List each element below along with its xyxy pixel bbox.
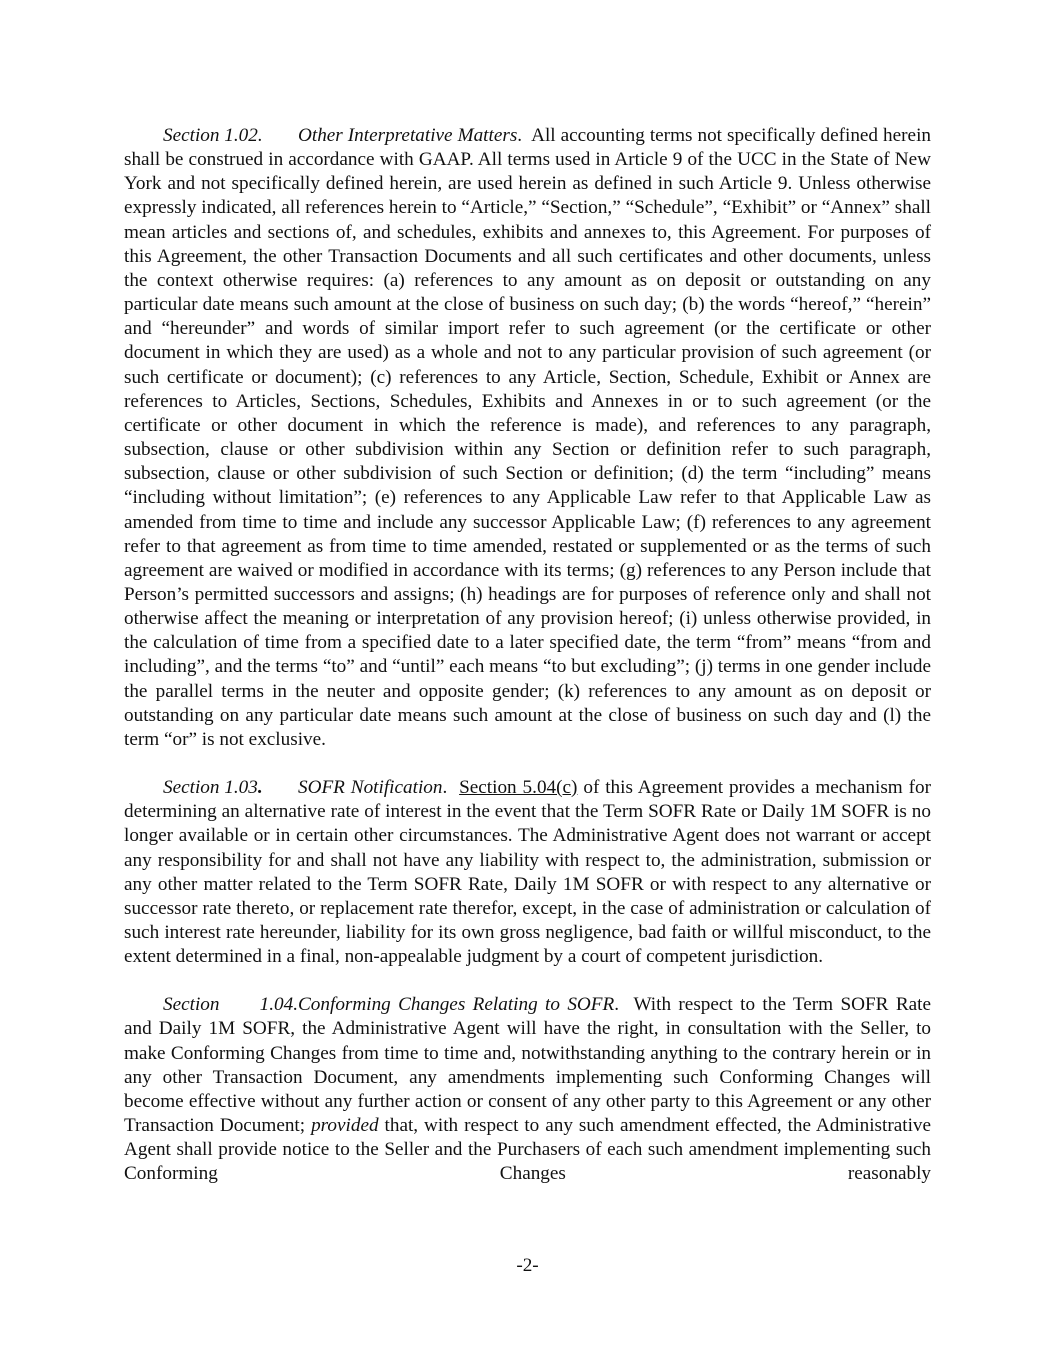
section-title-punct: . — [517, 125, 523, 146]
section-number — [163, 776, 298, 800]
section-number: Section 1.04. — [163, 994, 298, 1016]
section-body-before: With respect to the Term SOFR Rate and Daily 1M SOFR, the Administrative Agent will have the right, in consultation with the Seller, to make Conforming Changes from time to time and, notwithstanding anything to the contrary herein or in any other Transaction Document, any amendments implementing such Conforming Changes will become effective without any further action or consent of any other party to this Agreement or any other Transaction Document; — [124, 994, 931, 1137]
section-1-03-paragraph — [124, 776, 931, 969]
provided-term: provided — [311, 1115, 379, 1137]
section-title-punct: . — [442, 777, 448, 799]
section-title: SOFR Notification — [298, 777, 443, 799]
section-title-punct: . — [614, 994, 620, 1016]
section-title: Other Interpretative Matters — [298, 125, 518, 146]
section-cross-reference-link[interactable]: Section 5.04(c) — [459, 777, 578, 799]
section-number: Section 1.02. — [163, 125, 263, 146]
section-1-04-paragraph — [124, 993, 931, 1186]
section-body: of this Agreement provides a mechanism for determining an alternative rate of interest in the event that the Term SOFR Rate or Daily 1M SOFR is no longer available or in certain other circumstances. The Administrative Agent does not warrant or accept any responsibility for and shall not have any liability with respect to, the administration, submission or any other matter related to the Term SOFR Rate, Daily 1M SOFR or with respect to any alternative or successor rate thereto, or replacement rate therefor, except, in the case of administration or calculation of such interest rate hereunder, liability for its own gross negligence, bad faith or willful misconduct, to the extent determined in a final, non-appealable judgment by a court of competent jurisdiction. — [124, 777, 932, 968]
section-number-dot: . — [257, 777, 263, 799]
section-body-after: that, with respect to any such amendment effected, the Administrative Agent shall provide notice to the Seller and the Purchasers of each such amendment implementing such Conforming Changes reasonably — [124, 1115, 932, 1185]
page-number: -2- — [516, 1255, 539, 1276]
section-title: Conforming Changes Relating to SOFR — [298, 994, 615, 1016]
section-number-main: Section 1.03 — [163, 777, 258, 799]
section-body: All accounting terms not specifically defined herein shall be construed in accordance with GAAP. All terms used in Article 9 of the UCC in the State of New York and not specifically defined herein, are used herein as defined in such Article 9. Unless otherwise expressly indicated, all references herein to “Article,” “Section,” “Schedule”, “Exhibit” or “Annex” shall mean articles and sections of, and schedules, exhibits and annexes to, this Agreement. For purposes of this Agreement, the other Transaction Documents and all such certificates and other documents, unless the context otherwise requires: (a) references to any amount as on deposit or outstanding on any particular date means such amount at the close of business on such day; (b) the words “hereof,” “herein” and “hereunder” and words of similar import refer to such agreement (or the certificate or other document in which they are used) as a whole and not to any particular provision of such agreement (or such certificate or document); (c) references to any Article, Section, Schedule, Exhibit or Annex are references to Articles, Sections, Schedules, Exhibits and Annexes in or to such agreement (or the certificate or other document in which the reference is made), and references to any paragraph, subsection, clause or other subdivision within any Section or definition refer to such paragraph, subsection, clause or other subdivision of such Section or definition; (d) the term “including” means “including without limitation”; (e) references to any Applicable Law refer to that Applicable Law as amended from time to time and include any successor Applicable Law; (f) references to any agreement refer to that agreement as from time to time amended, restated or supplemented or as the terms of such agreement are waived or modified in accordance with its terms; (g) references to any Person include that Person’s permitted successors and assigns; (h) headings are for purposes of reference only and shall not otherwise affect the meaning or interpretation of any provision hereof; (i) unless otherwise provided, in the calculation of time from a specified date to a later specified date, the term “from” means “from and including”, and the terms “to” and “until” each means “to but excluding”; (j) terms in one gender include the parallel terms in the neuter and opposite gender; (k) references to any amount as on deposit or outstanding on any particular date means such amount at the close of business on such day and (l) the term “or” is not exclusive. — [124, 125, 931, 750]
section-1-02-paragraph — [124, 124, 931, 752]
document-page — [124, 124, 931, 1211]
